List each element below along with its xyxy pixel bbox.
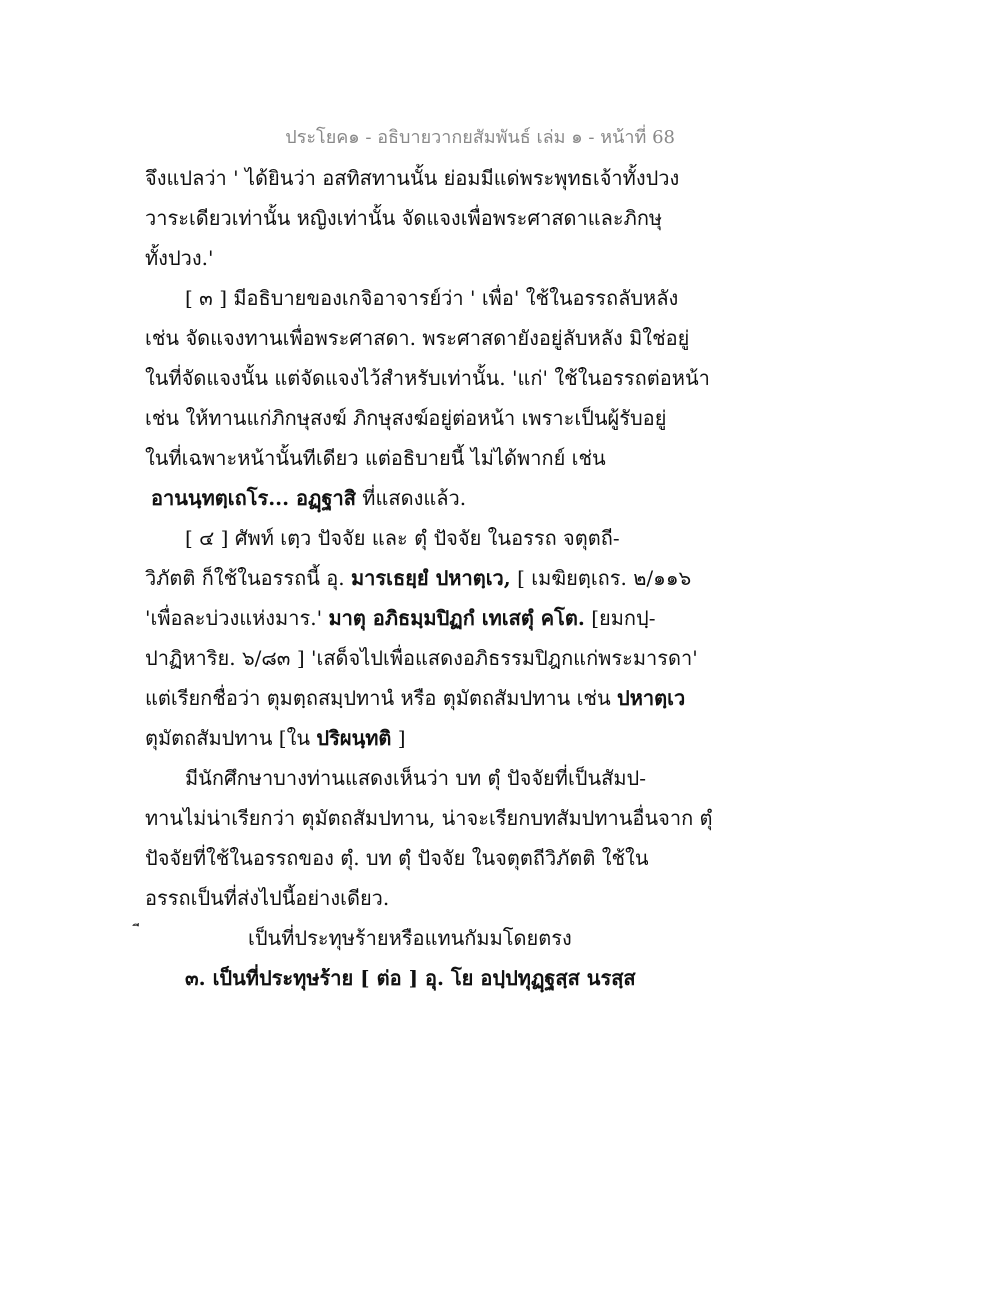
text-segment: ในที่จัดแจงนั้น แต่จัดแจงไว้สำหรับเท่านั้น. 'แก่' ใช้ในอรรถต่อหน้า xyxy=(145,366,710,390)
text-line xyxy=(145,518,705,558)
text-segment: มีนักศึกษาบางท่านแสดงเห็นว่า บท ตุํ ปัจจัยที่เป็นสัมป- xyxy=(185,766,646,790)
text-line xyxy=(145,238,705,278)
text-line xyxy=(145,558,705,598)
text-line xyxy=(145,158,705,198)
text-segment: ] xyxy=(391,726,406,750)
text-segment: [ ๔ ] ศัพท์ เตฺว ปัจจัย และ ตุํ ปัจจัย ในอรรถ จตุตถี- xyxy=(185,526,620,550)
text-line xyxy=(145,798,713,838)
text-segment: เช่น ให้ทานแก่ภิกษุสงฆ์ ภิกษุสงฆ์อยู่ต่อหน้า เพราะเป็นผู้รับอยู่ xyxy=(145,406,667,430)
text-segment: จึงแปลว่า ' ได้ยินว่า อสทิสทานนั้น ย่อมมีแด่พระพุทธเจ้าทั้งปวง xyxy=(145,166,680,190)
text-line xyxy=(145,638,705,678)
text-line xyxy=(145,878,705,918)
text-line xyxy=(145,398,705,438)
pali-term: มาตุ อภิธมฺมปิฏกํ เทเสตุํ คโต. xyxy=(328,606,585,630)
text-segment: ทั้งปวง.' xyxy=(145,246,214,270)
running-header: ประโยค๑ - อธิบายวากยสัมพันธ์ เล่ม ๑ - หน้าที่ 68 xyxy=(285,127,675,148)
text-line xyxy=(145,438,705,478)
text-segment: 'เพื่อละบ่วงแห่งมาร.' xyxy=(145,606,329,630)
text-segment: อรรถเป็นที่ส่งไปนี้อย่างเดียว. xyxy=(145,886,390,910)
pali-term: ปหาตฺเว xyxy=(617,686,686,710)
text-line xyxy=(145,838,705,878)
text-segment: [ เมฆิยตฺเถร. ๒/๑๑๖ xyxy=(510,566,692,590)
text-segment: แต่เรียกชื่อว่า ตุมตฺถสมฺปทานํ หรือ ตุมัตถสัมปทาน เช่น xyxy=(145,686,618,710)
text-segment: ตุมัตถสัมปทาน [ใน xyxy=(145,726,317,750)
text-segment: เช่น จัดแจงทานเพื่อพระศาสดา. พระศาสดายังอยู่ลับหลัง มิใช่อยู่ xyxy=(145,326,690,350)
text-segment: ทานไม่น่าเรียกว่า ตุมัตถสัมปทาน, น่าจะเรียกบทสัมปทานอื่นจาก ตุํ xyxy=(145,806,713,830)
text-line xyxy=(145,598,705,638)
text-segment: วาระเดียวเท่านั้น หญิงเท่านั้น จัดแจงเพื่อพระศาสดาและภิกษุ xyxy=(145,206,663,230)
pali-term: มารเธยฺยํ ปหาตฺเว, xyxy=(351,566,511,590)
text-segment: [ ๓ ] มีอธิบายของเกจิอาจารย์ว่า ' เพื่อ' ใช้ในอรรถลับหลัง xyxy=(185,286,679,310)
pali-term: อานนฺทตฺเถโร... อฏฺฐาสิ xyxy=(151,486,356,510)
text-segment: [ยมกปฺ- xyxy=(584,606,656,630)
text-line xyxy=(145,758,705,798)
subsection-heading: ๓. เป็นที่ประทุษร้าย [ ต่อ ] อุ. โย อปฺปทุฏฺฐสฺส นรสฺส xyxy=(185,966,636,990)
text-line xyxy=(145,718,705,758)
section-heading: เป็นที่ประทุษร้ายหรือแทนกัมมโดยตรง xyxy=(248,926,572,950)
text-line xyxy=(145,278,705,318)
body-text xyxy=(145,158,713,918)
text-segment: ปัจจัยที่ใช้ในอรรถของ ตุํ. บท ตุํ ปัจจัย ในจตุตถีวิภัตติ ใช้ใน xyxy=(145,846,649,870)
text-segment: ปาฏิหาริย. ๖/๘๓ ] 'เสด็จไปเพื่อแสดงอภิธรรมปิฎกแก่พระมารดา' xyxy=(145,646,698,670)
text-line xyxy=(145,198,705,238)
text-line xyxy=(145,478,705,518)
pali-term: ปริผนฺทติ xyxy=(316,726,392,750)
text-line xyxy=(145,678,705,718)
text-line xyxy=(145,358,710,398)
text-line xyxy=(145,318,705,358)
text-segment: ในที่เฉพาะหน้านั้นทีเดียว แต่อธิบายนี้ ไม่ได้พากย์ เช่น xyxy=(145,446,606,470)
text-segment: วิภัตติ ก็ใช้ในอรรถนี้ อุ. xyxy=(145,566,351,590)
text-segment: ที่แสดงแล้ว. xyxy=(355,486,467,510)
